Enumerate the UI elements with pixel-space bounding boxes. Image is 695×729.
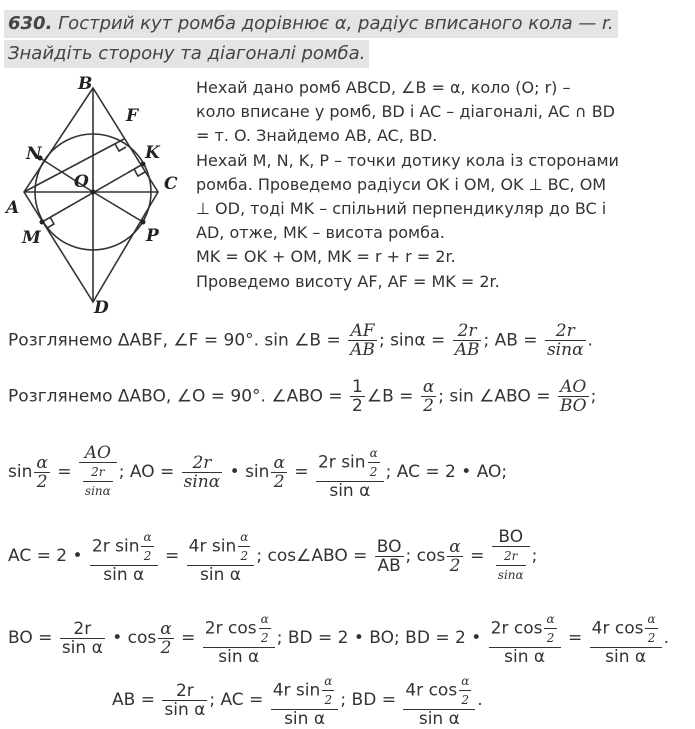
label-k: K [145, 143, 160, 163]
fraction [496, 547, 526, 584]
math-token: ; [531, 546, 538, 566]
fraction [259, 610, 271, 647]
math-token: sin α [605, 647, 647, 667]
math-token: = [567, 628, 583, 648]
fraction [271, 672, 339, 728]
math-token: 2 [647, 631, 656, 645]
math-token: 2r [545, 322, 586, 341]
math-token: α [449, 536, 461, 557]
label-d: D [94, 298, 109, 318]
math-token: 2 [352, 396, 363, 416]
math-token: 2 [36, 471, 48, 492]
fraction [141, 528, 153, 565]
math-token: 2r [60, 620, 105, 639]
math-token: 2r cos [490, 618, 543, 639]
label-n: N [26, 144, 42, 164]
math-token: α [273, 452, 285, 473]
math-token: • [112, 628, 123, 648]
rhombus-figure [0, 70, 195, 325]
fraction [316, 444, 384, 500]
fraction [60, 620, 105, 657]
fraction [459, 672, 471, 709]
label-o: O [74, 172, 89, 192]
math-line-1 [8, 322, 593, 359]
fraction [558, 378, 589, 415]
para-line: Проведемо висоту AF, AF = MK = 2r. [196, 271, 500, 291]
math-token: AB [377, 555, 401, 576]
math-token: sin α [218, 647, 260, 667]
math-token: Розглянемо ΔABF, ∠F = 90°. sin ∠B = [8, 330, 341, 351]
math-token: = [57, 462, 72, 482]
solution-paragraph [196, 76, 619, 294]
math-token: ; AB = [483, 330, 538, 351]
fraction [350, 378, 365, 415]
math-token: 2r [453, 322, 482, 341]
math-token: sinα [84, 484, 111, 498]
math-token: BO [559, 396, 587, 416]
problem-question: Знайдіть сторону та діагоналі ромба. [8, 43, 366, 64]
math-token: 2r sin [91, 536, 140, 557]
math-token: 2r [496, 547, 526, 566]
math-token: • [229, 462, 240, 482]
fraction [545, 322, 586, 359]
math-token: AO [558, 378, 589, 397]
fraction [348, 322, 377, 359]
right-angle-f [115, 144, 126, 151]
fraction [83, 463, 113, 500]
math-token: ; sin ∠ABO = [438, 386, 551, 407]
para-line: = т. O. Знайдемо AB, AC, BD. [196, 126, 438, 146]
math-token: sin [8, 462, 33, 482]
math-token: sin α [61, 637, 103, 658]
fraction [271, 454, 286, 491]
math-token: 1 [352, 377, 363, 397]
fraction [421, 378, 436, 415]
math-token: sin α [329, 481, 371, 501]
para-line: Нехай дано ромб ABCD, ∠B = α, коло (O; r) – [196, 78, 571, 97]
problem-header-line2 [4, 40, 369, 68]
math-token: α [544, 610, 556, 629]
math-token: ; cos [405, 546, 446, 566]
math-token: ∠B = [366, 386, 414, 407]
fraction [375, 538, 404, 575]
math-token: 2r [162, 682, 207, 701]
math-line-2 [8, 378, 596, 415]
segment-op [93, 192, 143, 222]
fraction [489, 610, 561, 666]
fraction [158, 620, 173, 657]
para-line: MK = OK + OM, MK = r + r = 2r. [196, 247, 456, 267]
math-token: 2 [461, 693, 470, 707]
label-f: F [126, 106, 139, 126]
math-token: 2r cos [204, 618, 257, 639]
fraction [187, 528, 255, 584]
math-token: = [470, 546, 485, 566]
math-token: ; BD = [340, 690, 396, 710]
math-token: 2r [83, 463, 113, 482]
math-token: BO [492, 528, 530, 547]
fraction [79, 444, 117, 500]
math-token: = [181, 628, 196, 648]
fraction [544, 610, 556, 647]
fraction [90, 528, 158, 584]
fraction [453, 322, 482, 359]
label-b: B [78, 74, 93, 94]
math-token: 2 [273, 471, 285, 492]
fraction [447, 538, 462, 575]
math-token: BO [376, 536, 402, 557]
math-token: ; BD = 2 • BO; BD = 2 • [276, 628, 482, 648]
math-token: 2 [143, 549, 152, 563]
fraction [203, 610, 275, 666]
math-token: = [165, 546, 180, 566]
math-token: α [322, 672, 334, 691]
math-token: BO = [8, 628, 53, 648]
math-token: ; cos∠ABO = [256, 546, 368, 566]
para-line: ⊥ OD, тоді MK – спільний перпендикуляр до BC і [196, 199, 607, 219]
math-token: AO [79, 444, 117, 463]
problem-statement: Гострий кут ромба дорівнює α, радіус вписаного кола — r. [58, 13, 614, 34]
label-p: P [146, 226, 159, 246]
math-token: ; [590, 386, 597, 407]
math-token: sinα [546, 340, 584, 360]
fraction [645, 610, 657, 647]
para-line: AD, отже, MK – висота ромба. [196, 223, 445, 243]
math-token: α [422, 377, 435, 397]
math-token: sin α [103, 565, 145, 585]
math-token: 4r cos [591, 618, 644, 639]
math-token: sin α [284, 709, 326, 729]
fraction [403, 672, 475, 728]
math-token: 2 [423, 396, 434, 416]
fraction [368, 444, 380, 481]
math-token: α [238, 528, 250, 547]
math-token: AB = [112, 690, 155, 710]
math-token: 2r sin [317, 452, 366, 473]
math-token: α [368, 444, 380, 463]
fraction [322, 672, 334, 709]
math-token: 2 [160, 637, 172, 658]
math-token: 2r [182, 454, 223, 473]
math-token: . [587, 330, 593, 351]
math-token: sin [245, 462, 270, 482]
math-token: = [294, 462, 309, 482]
math-token: AC = 2 • [8, 546, 83, 566]
label-a: A [6, 198, 20, 218]
math-token: . [663, 628, 669, 648]
math-token: α [160, 618, 172, 639]
math-token: α [141, 528, 153, 547]
math-token: sinα [183, 471, 221, 492]
label-m: M [22, 228, 41, 248]
para-line: коло вписане у ромб, BD і AC – діагоналі, AC ∩ BD [196, 102, 615, 122]
math-token: ; AC = [209, 690, 264, 710]
math-token: α [259, 610, 271, 629]
problem-header-line1 [4, 10, 618, 38]
math-token: sin α [418, 709, 460, 729]
math-token: Розглянемо ΔABO, ∠O = 90°. ∠ABO = [8, 386, 343, 407]
label-c: C [164, 174, 178, 194]
math-token: ; sinα = [378, 330, 446, 351]
math-token: 2 [260, 631, 269, 645]
math-line-3 [8, 444, 507, 500]
fraction [34, 454, 49, 491]
math-token: α [459, 672, 471, 691]
fraction [238, 528, 250, 565]
math-token: α [36, 452, 48, 473]
math-token: sinα [497, 568, 524, 582]
math-line-4 [8, 528, 537, 584]
math-line-5 [8, 610, 669, 666]
math-token: 2 [324, 693, 333, 707]
fraction [590, 610, 662, 666]
math-token: AB [454, 340, 480, 360]
math-token: 4r cos [405, 680, 458, 701]
math-token: sin α [164, 699, 206, 720]
math-token: 2 [369, 465, 378, 479]
math-token: 4r sin [272, 680, 321, 701]
math-token: AF [348, 322, 377, 341]
fraction [162, 682, 207, 719]
math-token: 2 [546, 631, 555, 645]
math-token: ; AO = [118, 462, 175, 482]
math-token: cos [127, 628, 157, 648]
math-token: 2 [240, 549, 249, 563]
problem-number: 630. [8, 13, 53, 34]
para-line: ромба. Проведемо радіуси OK і OM, OK ⊥ BC, OM [196, 174, 607, 194]
fraction [182, 454, 223, 491]
math-token: sin α [504, 647, 546, 667]
math-token: sin α [200, 565, 241, 585]
fraction [492, 528, 530, 584]
math-token: AB [350, 340, 375, 360]
math-token: 2 [449, 555, 461, 576]
para-line: Нехай M, N, K, P – точки дотику кола із сторонами [196, 150, 619, 170]
math-token: α [645, 610, 657, 629]
math-line-6 [112, 672, 483, 728]
math-token: ; AC = 2 • AO; [385, 462, 508, 482]
math-token: . [477, 690, 483, 710]
math-token: 4r sin [188, 536, 237, 557]
